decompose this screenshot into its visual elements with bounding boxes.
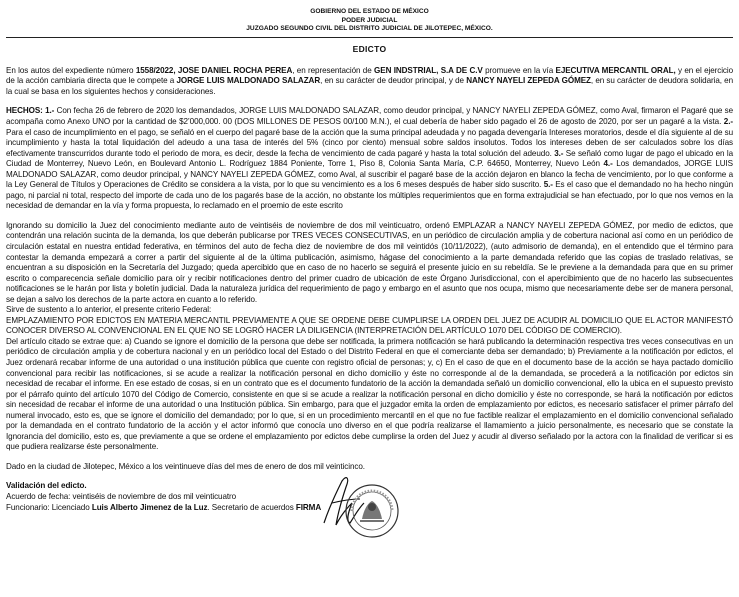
hechos-text-3: Se señaló como lugar de pago el ubicado en la Ciudad de Monterrey, Nuevo León, en Boulevard Antonio L. Rodríguez 1884 Poniente, Torre 1, Piso 8, Colonia Santa María, C.P. 64650, Monterrey, Nuevo León <box>6 148 734 169</box>
body-paragraph-articulo: Del artículo citado se extrae que: a) Cuando se ignore el domicilio de la persona que debe ser notificada, la primera notificación se hará publicando la determinación respectiva tres veces consecutivas en un periódico de circulación amplia y de cobertura nacional y en un periódico local del Estado o del Distrito Federal en que el comerciante deba ser demandado; b) Previamente a la notificación por edictos, el Juez ordenará recabar informe de una autoridad o una institución pública que cuente con registro oficial de personas; y, c) En el caso de que en el documento base de la acción se haya pactado domicilio convencional para recibir las notificaciones, si se acude a realizar la notificación personal en dicho domicilio y éste no corresponde al de la demandada, se procederá a la notificación por edictos sin necesidad de recabar el informe. En ese estado de cosas, si en un contrato que es el documento fundatorio de la acción la demandada señaló un domicilio convencional, ello la ubica en el supuesto previsto por el párrafo quinto del artículo 1070 del Código de Comercio, consistente en que si se acude a realizar la notificación personal en dicho domicilio y éste no corresponde, se hará la notificación por edictos sin necesidad de recabar el informe de una autoridad o una Institución pública. Sin embargo, para que el juzgador emita la orden de emplazamiento por edictos, es necesario satisfacer el primer párrafo del numeral invocado, esto es, que se ignore el domicilio del demandado; por lo que, si en un procedimiento mercantil en el que no fue factible realizar el emplazamiento en el domicilio convencional señalado por la demandada en el contrato fundatorio de la acción y el actor informó que conocía uno diverso en el que podría realizarse el llamamiento a juicio personalmente, es necesario que se constate la Ignorancia del domicilio, esto es, que previamente a que se ordene el emplazamiento por edictos debe cumplirse la orden del Juez y acudir al diverso señalado por la actora con la finalidad de verificar si es que pudiera realizarse éste personalmente. <box>6 336 733 452</box>
hechos-paragraph <box>6 106 733 211</box>
validation-funcionario: Funcionario: Licenciado Luis Alberto Jimenez de la Luz. Secretario de acuerdos FIRMA <box>6 502 322 512</box>
header-line-government: GOBIERNO DEL ESTADO DE MÉXICO <box>310 8 429 15</box>
validation-block <box>6 481 733 513</box>
intro-text-4: y en el ejercicio de la acción cambiaria directa que le compete a <box>6 65 734 86</box>
intro-expediente: 1558/2022, JOSE DANIEL ROCHA PEREA <box>135 65 293 75</box>
funcionario-name: Luis Alberto Jimenez de la Luz <box>91 502 208 512</box>
intro-company: GEN INDSTRIAL, S.A DE C.V <box>374 65 483 75</box>
intro-paragraph <box>6 66 733 98</box>
intro-text-2: , en representación de <box>292 65 375 75</box>
hechos-text-4: Los demandados, JORGE LUIS MALDONADO SALAZAR, como deudor principal, y NANCY NAYELI ZEPEDA GÓMEZ, como Aval, al suscribir el pagaré base de la acción dejaron en blanco la fecha de vencimiento, por lo que conforme a la Ley General de Títulos y Operaciones de Crédito se considera a la vista, por lo que su vencimiento es a los 6 meses después de haber sido suscrito. <box>6 159 733 190</box>
validation-label: Validación del edicto. <box>6 481 87 491</box>
body-paragraph-emplazar: Ignorando su domicilio la Juez del conocimiento mediante auto de veintiséis de noviembre de dos mil veinticuatro, ordenó EMPLAZAR a NANCY NAYELI ZEPEDA GÓMEZ, por medio de edictos, que contendrán una relación sucinta de la demanda, los que deberán publicarse por TRES VECES CONSECUTIVAS, en un periódico de circulación amplia y de cobertura nacional así como en un periódico de circulación estatal en nuestra entidad federativa, en términos del auto de fecha diez de noviembre de dos mil veintidós (10/11/2022), (auto admisorio de demanda), en el entendido que el término para contestar la demanda empezará a correr a partir del siguiente al de la última publicación, asimismo, hágase del conocimiento a la parte demandada referido que las copias de traslado relativas, se encuentran a su disposición en la Secretaría del Juzgado; queda apercibido que en caso de no hacerlo se seguirá el presente juicio en su rebeldía. Se le previene a la demandada para que en su primer escrito o comparecencia señale domicilio para oír y recibir notificaciones dentro del primer cuadro de ubicación de este Órgano Jurisdiccional, con el apercibimiento que de no hacerlo las subsecuentes notificaciones se le harán por lista y boletín judicial. Dada la naturaleza jurídica del requerimiento de pago y embargo en el asunto que nos ocupa, mismo que necesariamente debe ser de manera personal, se dejan a salvo los derechos de la parte actora en cuanto a lo referido. <box>6 220 733 304</box>
header-line-court: JUZGADO SEGUNDO CIVIL DEL DISTRITO JUDICIAL DE JILOTEPEC, MÉXICO. <box>246 25 493 33</box>
hechos-num-2: 2.- <box>723 116 733 126</box>
header-line-judicial-power: PODER JUDICIAL <box>341 16 398 24</box>
body-paragraph-criterio: EMPLAZAMIENTO POR EDICTOS EN MATERIA MERCANTIL PREVIAMENTE A QUE SE ORDENE DEBE CUMPLIRSE LA ORDEN DEL JUEZ DE ACUDIR AL DOMICILIO QUE EL ACTOR MANIFESTÓ CONOCER DIVERSO AL CONVENCIONAL EN EL QUE NO SE LOGRÓ HACER LA DILIGENCIA (INTERPRETACIÓN DEL ARTÍCULO 1070 DEL CÓDIGO DE COMERCIO). <box>6 315 733 336</box>
hechos-text-2: Para el caso de incumplimiento en el pago, se señaló en el cuerpo del pagaré base de la acción que la suma principal adeudada y no pagada devengaría Intereses moratorios, desde el día siguiente al de su incumplimiento y hasta la total liquidación del adeudo a una tasa de interés del 5% (cinco por ciento) mensual sobre saldos insolutos. Todos los intereses deben de ser calculados sobre los días efectivamente transcurridos durante todo el periodo de mora, es decir, desde la fecha de vencimiento de cada pagaré y hasta la total solución del adeudo. <box>6 127 733 158</box>
intro-text-3: promueve en la vía <box>482 65 556 75</box>
hechos-text-5: Es el caso que el demandado no ha hecho ningún pago, ni parcial ni total, respecto del importe de cada uno de los pagarés base de la acción, no obstante los múltiples requerimientos que en forma extrajudicial se han efectuado, por lo que nos vemos en la necesidad de demandar en la vía y forma propuesta, lo reclamado en el proemio de este escrito <box>6 180 733 211</box>
document-header <box>6 8 733 34</box>
hechos-num-4: 4.- <box>603 159 613 169</box>
intro-co-debtor: NANCY NAYELI ZEPEDA GÓMEZ <box>466 76 591 86</box>
hechos-label: HECHOS: 1.- <box>6 106 55 116</box>
intro-debtor: JORGE LUIS MALDONADO SALAZAR <box>176 76 321 86</box>
intro-via: EJECUTIVA MERCANTIL ORAL, <box>555 65 676 75</box>
document-title: EDICTO <box>352 43 387 54</box>
dado-paragraph: Dado en la ciudad de Jilotepec, México a los veintinueve días del mes de enero de dos mil veinticinco. <box>6 461 365 471</box>
hechos-text-1: Con fecha 26 de febrero de 2020 los demandados, JORGE LUIS MALDONADO SALAZAR, como deudor principal, y NANCY NAYELI ZEPEDA GÓMEZ, como Aval, firmaron el Pagaré que se acompaña como Anexo UNO por la cantidad de $2’000,000. 00 (DOS MILLONES DE PESOS 00/100 M.N.), el cual debería de haber sido pagado el 26 de agosto de 2020, por ser un pagaré a la vista. <box>6 106 733 126</box>
validation-acuerdo: Acuerdo de fecha: veintiséis de noviembre de dos mil veinticuatro <box>6 492 237 502</box>
intro-text-1: En los autos del expediente número <box>6 65 136 75</box>
firma-label: FIRMA <box>295 502 322 512</box>
body-paragraph-sustento: Sirve de sustento a lo anterior, el presente criterio Federal: <box>6 305 212 315</box>
intro-text-6: , en su carácter de deudora solidaria, en la cual se basa en los siguientes hechos y consideraciones. <box>6 76 733 96</box>
intro-text-5: , en su carácter de deudor principal, y de <box>320 76 467 86</box>
hechos-num-3: 3.- <box>554 148 564 158</box>
header-divider <box>6 37 733 38</box>
hechos-num-5: 5.- <box>543 180 553 190</box>
court-seal-icon <box>344 483 400 539</box>
